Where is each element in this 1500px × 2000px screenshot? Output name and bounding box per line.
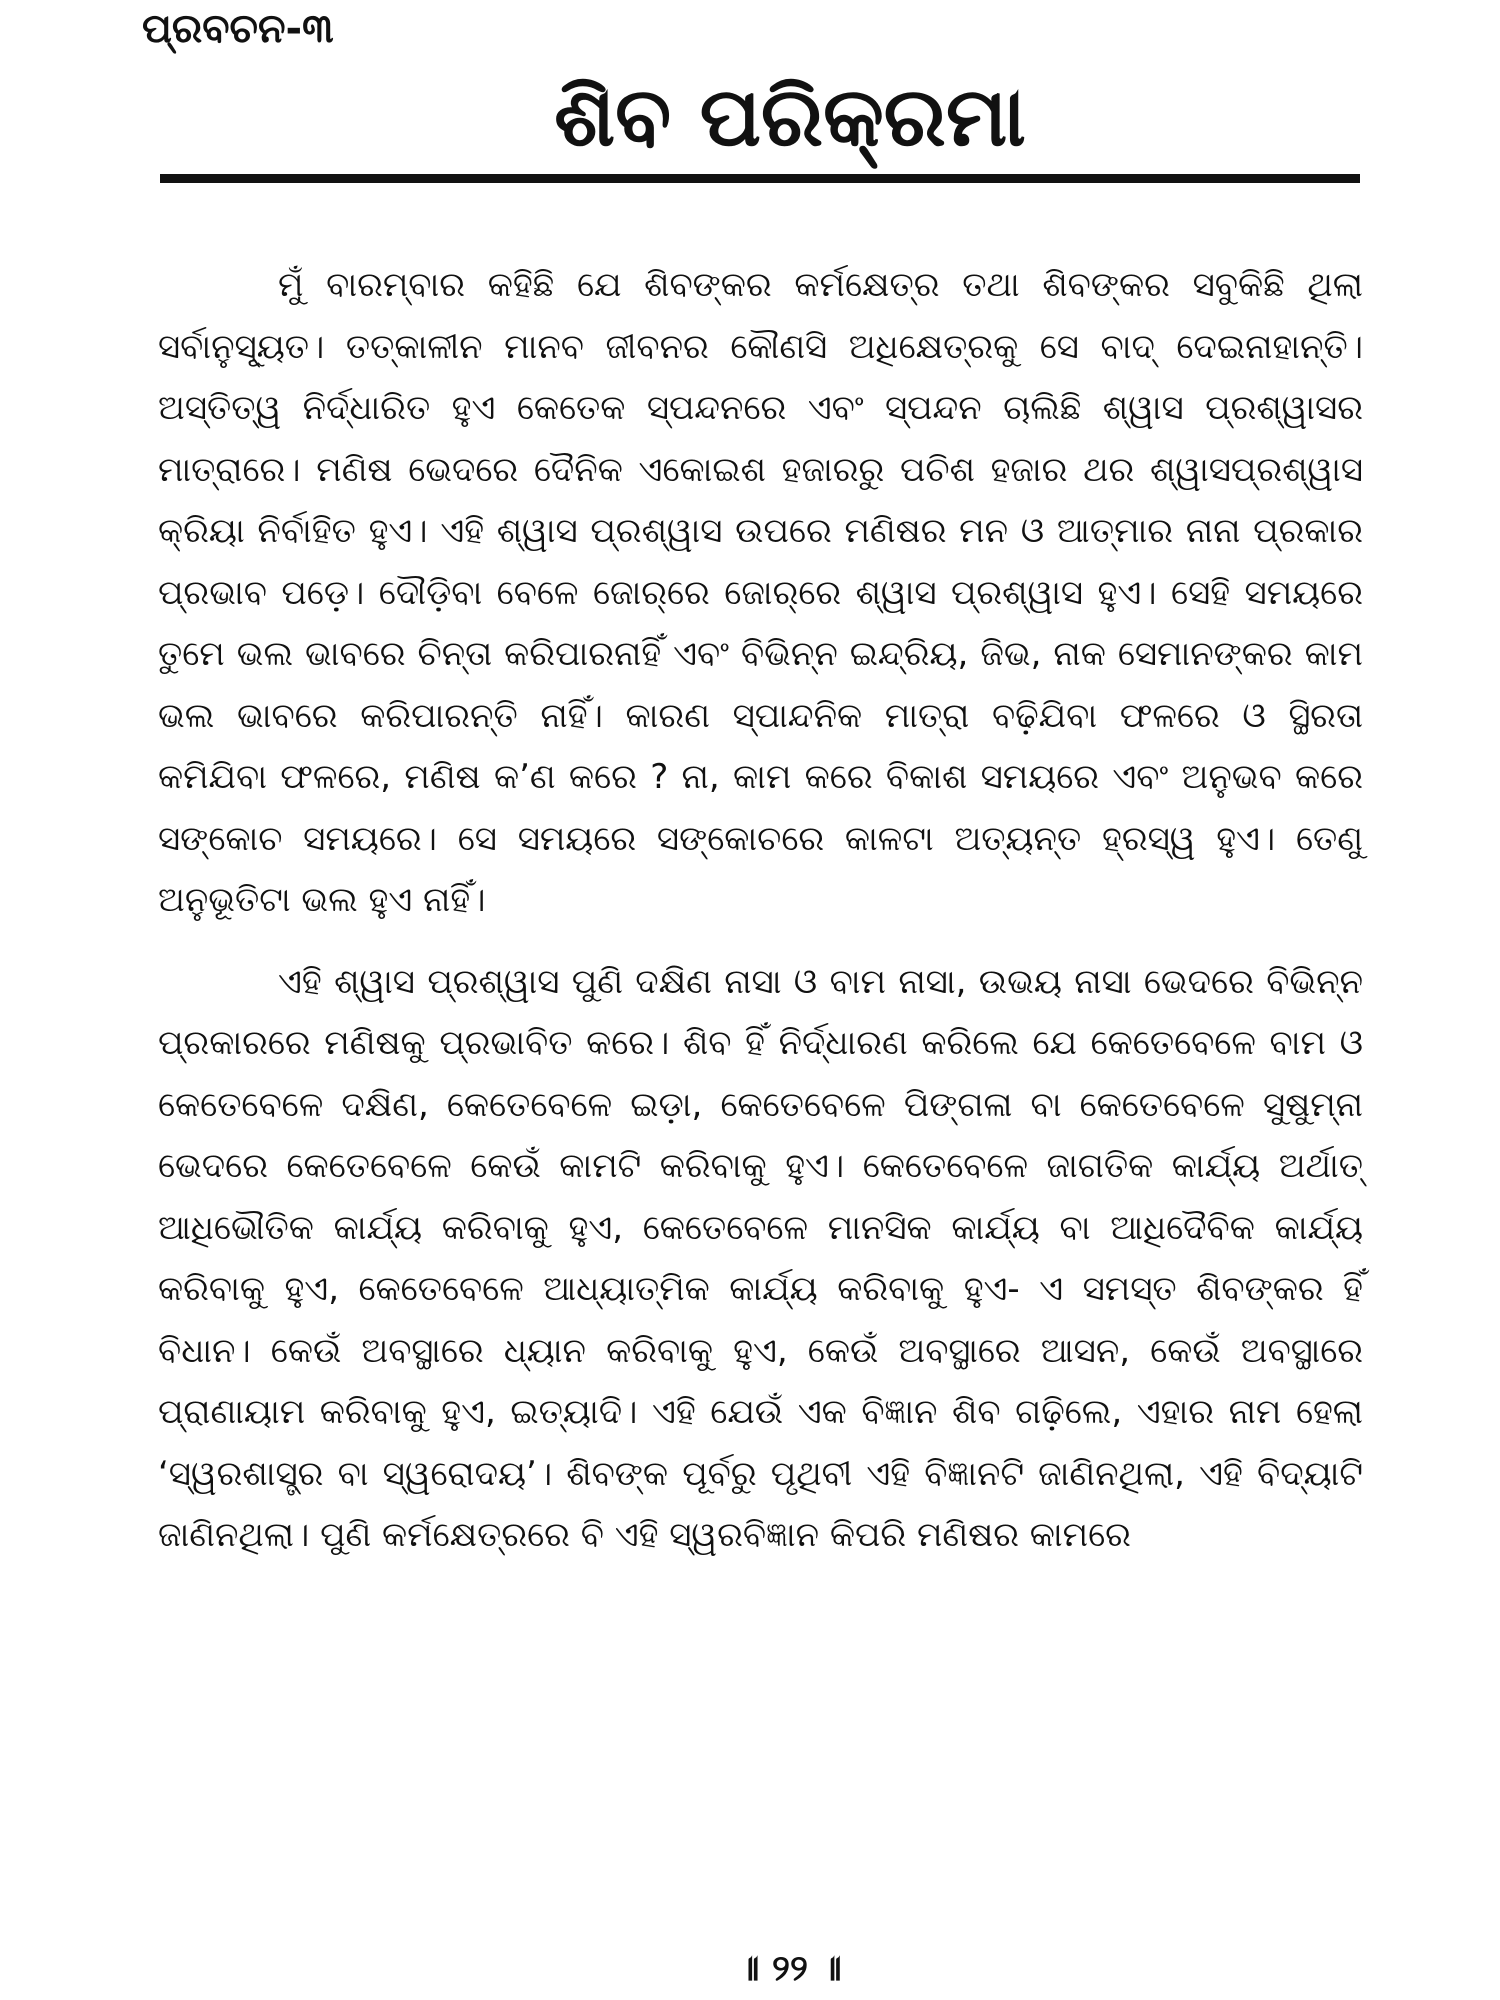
page-title: ଶିବ ପରିକ୍ରମା xyxy=(554,70,1026,165)
page-number: ॥ ୨୨ ॥ xyxy=(738,1948,842,1989)
chapter-label: ପ୍ରବଚନ-୩ xyxy=(142,6,334,52)
paragraph: ମୁଁ ବାରମ୍ବାର କହିଛି ଯେ ଶିବଙ୍କର କର୍ମକ୍ଷେତ୍ର ତଥା ଶିବଙ୍କର ସବୁକିଛି ଥିଲା ସର୍ବାନୁସ୍ୟୂତ। ତତ୍‌କାଳୀନ ମାନବ ଜୀବନର କୌଣସି ଅଧିକ୍ଷେତ୍ରକୁ ସେ ବାଦ୍ ଦେଇନାହାନ୍ତି। ଅସ୍ତିତ୍ୱ ନିର୍ଦ୍ଧାରିତ ହୁଏ କେତେକ ସ୍ପନ୍ଦନରେ ଏବଂ ସ୍ପନ୍ଦନ ଚାଲିଛି ଶ୍ୱାସ ପ୍ରଶ୍ୱାସର ମାତ୍ରାରେ। ମଣିଷ ଭେଦରେ ଦୈନିକ ଏକୋଇଶ ହଜାରରୁ ପଚିଶ ହଜାର ଥର ଶ୍ୱାସପ୍ରଶ୍ୱାସ କ୍ରିୟା ନିର୍ବାହିତ ହୁଏ। ଏହି ଶ୍ୱାସ ପ୍ରଶ୍ୱାସ ଉପରେ ମଣିଷର ମନ ଓ ଆତ୍ମାର ନାନା ପ୍ରକାର ପ୍ରଭାବ ପଡ଼େ। ଦୌଡ଼ିବା ବେଳେ ଜୋର୍‌ରେ ଜୋର୍‌ରେ ଶ୍ୱାସ ପ୍ରଶ୍ୱାସ ହୁଏ। ସେହି ସମୟରେ ତୁମେ ଭଲ ଭାବରେ ଚିନ୍ତା କରିପାରନାହିଁ ଏବଂ ବିଭିନ୍ନ ଇନ୍ଦ୍ରିୟ, ଜିଭ, ନାକ ସେମାନଙ୍କର କାମ ଭଲ ଭାବରେ କରିପାରନ୍ତି ନାହିଁ। କାରଣ ସ୍ପାନ୍ଦନିକ ମାତ୍ରା ବଢ଼ିଯିବା ଫଳରେ ଓ ସ୍ଥିରତା କମିଯିବା ଫଳରେ, ମଣିଷ କ’ଣ କରେ ? ନା, କାମ କରେ ବିକାଶ ସମୟରେ ଏବଂ ଅନୁଭବ କରେ ସଙ୍କୋଚ ସମୟରେ। ସେ ସମୟରେ ସଙ୍କୋଚରେ କାଳଟା ଅତ୍ୟନ୍ତ ହ୍ରସ୍ୱ ହୁଏ। ତେଣୁ ଅନୁଭୂତିଟା ଭଲ ହୁଏ ନାହିଁ। xyxy=(158,265,1363,920)
title-divider xyxy=(160,174,1360,183)
body-text xyxy=(158,255,1363,1567)
paragraph: ଏହି ଶ୍ୱାସ ପ୍ରଶ୍ୱାସ ପୁଣି ଦକ୍ଷିଣ ନାସା ଓ ବାମ ନାସା, ଉଭୟ ନାସା ଭେଦରେ ବିଭିନ୍ନ ପ୍ରକାରରେ ମଣିଷକୁ ପ୍ରଭାବିତ କରେ। ଶିବ ହିଁ ନିର୍ଦ୍ଧାରଣ କରିଲେ ଯେ କେତେବେଳେ ବାମ ଓ କେତେବେଳେ ଦକ୍ଷିଣ, କେତେବେଳେ ଇଡ଼ା, କେତେବେଳେ ପିଙ୍ଗଳା ବା କେତେବେଳେ ସୁଷୁମ୍ନା ଭେଦରେ କେତେବେଳେ କେଉଁ କାମଟି କରିବାକୁ ହୁଏ। କେତେବେଳେ ଜାଗତିକ କାର୍ଯ୍ୟ ଅର୍ଥାତ୍ ଆଧିଭୌତିକ କାର୍ଯ୍ୟ କରିବାକୁ ହୁଏ, କେତେବେଳେ ମାନସିକ କାର୍ଯ୍ୟ ବା ଆଧିଦୈବିକ କାର୍ଯ୍ୟ କରିବାକୁ ହୁଏ, କେତେବେଳେ ଆଧ୍ୟାତ୍ମିକ କାର୍ଯ୍ୟ କରିବାକୁ ହୁଏ- ଏ ସମସ୍ତ ଶିବଙ୍କର ହିଁ ବିଧାନ। କେଉଁ ଅବସ୍ଥାରେ ଧ୍ୟାନ କରିବାକୁ ହୁଏ, କେଉଁ ଅବସ୍ଥାରେ ଆସନ, କେଉଁ ଅବସ୍ଥାରେ ପ୍ରାଣାୟାମ କରିବାକୁ ହୁଏ, ଇତ୍ୟାଦି। ଏହି ଯେଉଁ ଏକ ବିଜ୍ଞାନ ଶିବ ଗଢ଼ିଲେ, ଏହାର ନାମ ହେଲା ‘ସ୍ୱରଶାସ୍ତ୍ର ବା ସ୍ୱରୋଦୟ’। ଶିବଙ୍କ ପୂର୍ବରୁ ପୃଥିବୀ ଏହି ବିଜ୍ଞାନଟି ଜାଣିନଥିଲା, ଏହି ବିଦ୍ୟାଟି ଜାଣିନଥିଲା। ପୁଣି କର୍ମକ୍ଷେତ୍ରରେ ବି ଏହି ସ୍ୱରବିଜ୍ଞାନ କିପରି ମଣିଷର କାମରେ xyxy=(158,961,1363,1555)
